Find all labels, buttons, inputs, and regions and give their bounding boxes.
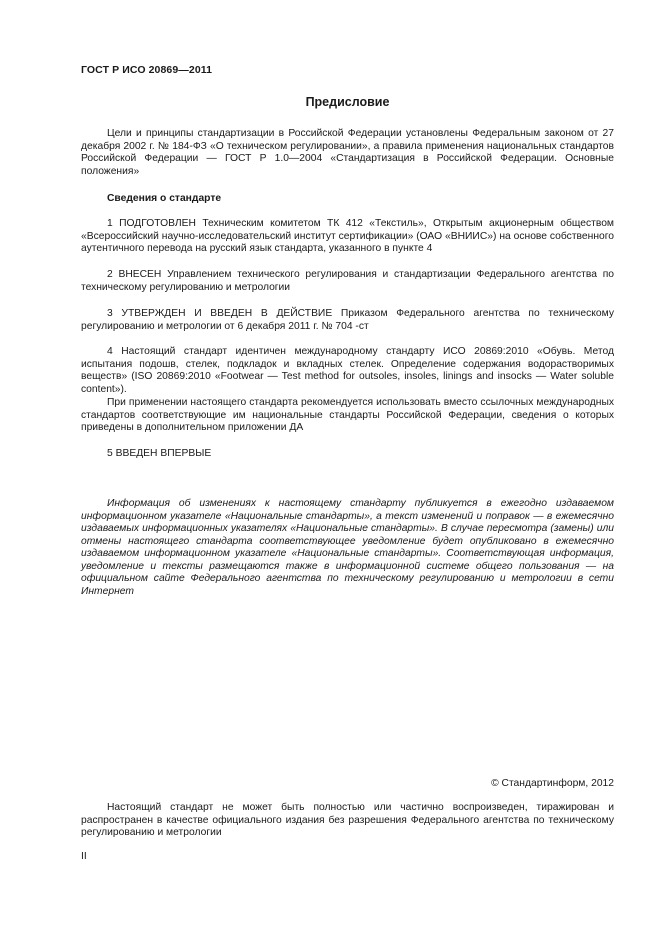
item-3-paragraph: 3 УТВЕРЖДЕН И ВВЕДЕН В ДЕЙСТВИЕ Приказом Федерального агентства по техническому регулированию и метрологии от 6 декабря 2011 г. № 704 -ст: [81, 308, 614, 332]
copyright-line: © Стандартинформ, 2012: [491, 778, 614, 789]
reference-paragraph: При применении настоящего стандарта рекомендуется использовать вместо ссылочных международных стандартов соответствующие им национальные стандарты Российской Федерации, сведения о которых приведены в дополнительном приложении ДА: [81, 397, 614, 433]
page-number: II: [81, 851, 87, 862]
standard-header: ГОСТ Р ИСО 20869—2011: [81, 64, 213, 76]
item-2-paragraph: 2 ВНЕСЕН Управлением технического регулирования и стандартизации Федерального агентства по техническому регулированию и метрологии: [81, 269, 614, 293]
item-4-paragraph: 4 Настоящий стандарт идентичен международному стандарту ИСО 20869:2010 «Обувь. Метод испытания подошв, стелек, подкладок и вкладных стелек. Определение содержания водорастворимых веществ» (ISO 20869:2010 «Footwear — Test method for outsoles, insoles, linings and insocks — Water soluble content»).: [81, 346, 614, 395]
notice-paragraph: Информация об изменениях к настоящему стандарту публикуется в ежегодно издаваемом информационном указателе «Национальные стандарты», а текст изменений и поправок — в ежемесячно издаваемых информационных указателях «Национальные стандарты». В случае пересмотра (замены) или отмены настоящего стандарта соответствующее уведомление будет опубликовано в ежемесячно издаваемом информационном указателе «Национальные стандарты». Соответствующая информация, уведомление и тексты размещаются также в информационной системе общего пользования — на официальном сайте Федерального агентства по техническому регулированию и метрологии в сети Интернет: [81, 498, 614, 597]
page-title: Предисловие: [305, 95, 390, 109]
intro-paragraph: Цели и принципы стандартизации в Российской Федерации установлены Федеральным законом от 27 декабря 2002 г. № 184-ФЗ «О техническом регулировании», а правила применения национальных стандартов Российской Федерации — ГОСТ Р 1.0—2004 «Стандартизация в Российской Федерации. Основные положения»: [81, 128, 614, 177]
reproduction-paragraph: Настоящий стандарт не может быть полностью или частично воспроизведен, тиражирован и распространен в качестве официального издания без разрешения Федерального агентства по техническому регулированию и метрологии: [81, 802, 614, 838]
item-1-paragraph: 1 ПОДГОТОВЛЕН Техническим комитетом ТК 412 «Текстиль», Открытым акционерным обществом «Всероссийский научно-исследовательский институт сертификации» (ОАО «ВНИИС») на основе собственного аутентичного перевода на русский язык стандарта, указанного в пункте 4: [81, 218, 614, 254]
info-heading: Сведения о стандарте: [107, 193, 222, 204]
item-5-paragraph: 5 ВВЕДЕН ВПЕРВЫЕ: [107, 448, 212, 459]
